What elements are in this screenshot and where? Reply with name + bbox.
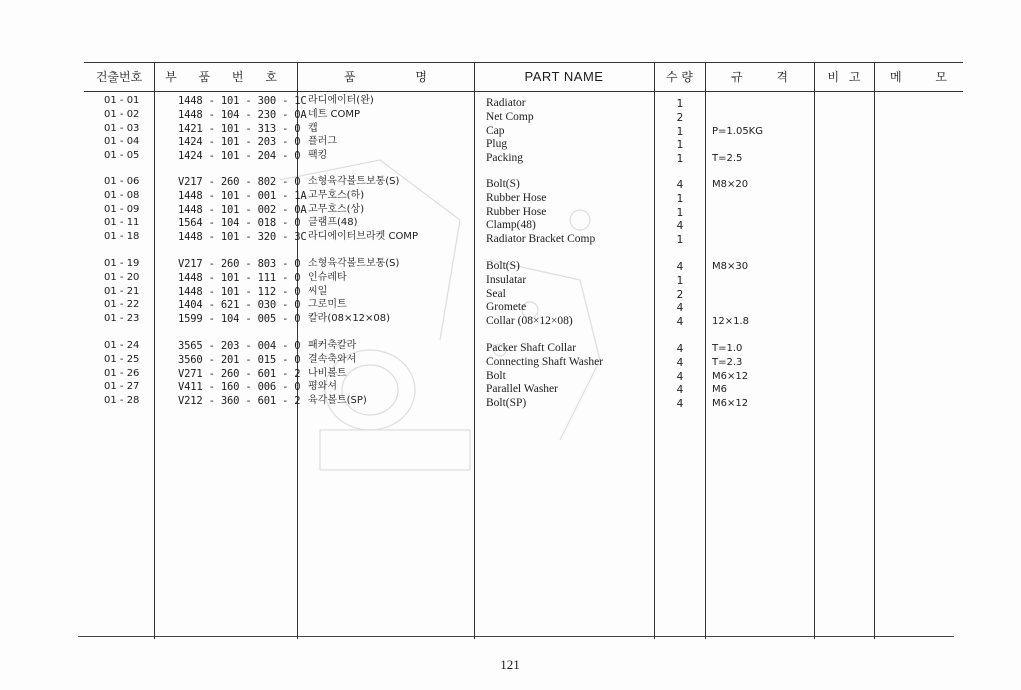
item-code: 01 - 05 [104, 150, 140, 162]
item-code: 01 - 25 [104, 353, 140, 365]
english-part-name: Bolt [486, 369, 506, 382]
table-row [84, 367, 963, 381]
page-number: 121 [500, 657, 520, 672]
specification: 12×1.8 [712, 316, 750, 328]
part-number: V271 - 260 - 601 - 2 [178, 367, 301, 380]
english-part-name: Cap [486, 124, 505, 137]
part-number: 1564 - 104 - 018 - 0 [178, 217, 301, 230]
korean-name: 라디에이터(완) [308, 95, 374, 106]
part-number: 1404 - 621 - 030 - 0 [178, 299, 301, 312]
part-number: 1448 - 104 - 230 - 0A [178, 108, 307, 121]
item-code: 01 - 02 [104, 108, 140, 120]
header-code: 건출번호 [95, 70, 143, 84]
item-code: 01 - 20 [104, 271, 140, 283]
english-part-name: Radiator [486, 97, 526, 109]
quantity: 4 [676, 370, 684, 383]
table-row [84, 108, 963, 122]
korean-name: 육각볼트(SP) [308, 395, 367, 407]
specification: T=2.3 [712, 356, 743, 368]
korean-name: 팩킹 [308, 150, 328, 162]
korean-name: 씨일 [308, 285, 328, 297]
footer-rule [78, 636, 954, 637]
part-number: 1421 - 101 - 313 - 0 [178, 122, 301, 135]
header-part-no: 부 품 번 호 [165, 70, 286, 84]
korean-name: 결속축와셔 [308, 353, 357, 365]
table-row [84, 230, 963, 247]
korean-name: 패커축칼라 [308, 340, 357, 351]
item-code: 01 - 04 [104, 136, 140, 148]
quantity: 4 [676, 302, 684, 315]
english-part-name: Seal [486, 287, 506, 300]
header-spec: 규 격 [731, 70, 788, 84]
table-row [84, 175, 963, 189]
quantity: 1 [676, 234, 684, 247]
korean-name: 고무호스(하) [308, 189, 365, 201]
part-number: 3560 - 201 - 015 - 0 [178, 353, 301, 366]
quantity: 1 [676, 153, 684, 166]
quantity: 4 [676, 384, 684, 397]
table-row [84, 135, 963, 152]
english-part-name: Rubber Hose [486, 191, 547, 204]
part-number: V217 - 260 - 802 - 0 [178, 176, 301, 188]
item-code: 01 - 11 [104, 217, 140, 229]
quantity: 4 [676, 398, 684, 411]
header-part-name: PART NAME [524, 69, 604, 84]
korean-name: 네트 COMP [308, 108, 361, 120]
korean-name: 라디에이터브라켓 COMP [308, 231, 418, 243]
specification: T=2.5 [712, 153, 743, 165]
english-part-name: Packing [486, 152, 524, 165]
table-row [84, 312, 963, 329]
header-memo: 메 모 [890, 70, 947, 84]
english-part-name: Collar (08×12×08) [486, 315, 573, 328]
parts-table [84, 62, 963, 639]
item-code: 01 - 06 [104, 176, 140, 187]
table-row [84, 203, 963, 217]
table-row [84, 339, 963, 353]
english-part-name: Net Comp [486, 110, 534, 123]
item-code: 01 - 18 [104, 231, 140, 243]
part-number: V217 - 260 - 803 - 0 [178, 258, 301, 270]
specification: M6×12 [712, 370, 749, 382]
quantity: 4 [676, 343, 684, 355]
part-number: 1448 - 101 - 001 - 1A [178, 189, 307, 202]
korean-name: 그로미트 [308, 299, 347, 311]
table-header [84, 63, 963, 92]
table-row [84, 394, 963, 411]
specification: P=1.05KG [712, 125, 763, 137]
item-code: 01 - 01 [104, 95, 140, 106]
table-row [84, 257, 963, 271]
part-number: 1448 - 101 - 320 - 3C [178, 231, 307, 244]
table-row [84, 298, 963, 315]
part-number: 1599 - 104 - 005 - 0 [178, 313, 301, 326]
quantity: 1 [676, 206, 684, 219]
specification: M6 [712, 384, 727, 396]
korean-name: 인슈레타 [308, 271, 347, 283]
korean-name: 소형육각볼트보통(S) [308, 258, 400, 269]
english-part-name: Packer Shaft Collar [486, 342, 577, 354]
table-row [84, 122, 963, 136]
specification: T=1.0 [712, 343, 743, 354]
part-number: 1448 - 101 - 111 - 0 [178, 271, 301, 284]
table-row [84, 271, 963, 285]
item-code: 01 - 23 [104, 313, 140, 325]
part-number: V411 - 160 - 006 - 0 [178, 381, 301, 394]
part-number: 1448 - 101 - 300 - 1C [178, 95, 307, 107]
english-part-name: Clamp(48) [486, 219, 536, 232]
table-row [84, 353, 963, 367]
english-part-name: Parallel Washer [486, 383, 558, 396]
specification: M6×12 [712, 398, 749, 410]
korean-name: 클램프(48) [308, 217, 358, 229]
table-row [84, 285, 963, 299]
korean-name: 플러그 [308, 136, 337, 148]
quantity: 1 [676, 192, 684, 205]
english-part-name: Rubber Hose [486, 205, 547, 218]
quantity: 2 [676, 111, 684, 124]
item-code: 01 - 21 [104, 285, 140, 297]
korean-name: 소형육각볼트보통(S) [308, 176, 400, 187]
quantity: 4 [676, 316, 684, 329]
item-code: 01 - 28 [104, 395, 140, 407]
item-code: 01 - 22 [104, 299, 140, 311]
part-number: 1448 - 101 - 002 - 0A [178, 203, 307, 216]
table-row [84, 380, 963, 397]
part-number: 1448 - 101 - 112 - 0 [178, 285, 301, 298]
quantity: 2 [676, 288, 684, 301]
korean-name: 칼라(08×12×08) [308, 313, 391, 325]
english-part-name: Radiator Bracket Comp [486, 233, 596, 246]
quantity: 1 [676, 125, 684, 138]
quantity: 4 [676, 179, 684, 191]
quantity: 4 [676, 356, 684, 369]
item-code: 01 - 03 [104, 122, 140, 134]
item-code: 01 - 24 [104, 340, 140, 351]
quantity: 1 [676, 98, 684, 110]
table-row [84, 94, 963, 108]
korean-name: 캡 [308, 122, 318, 134]
english-part-name: Bolt(SP) [486, 397, 527, 410]
table-row [84, 149, 963, 166]
part-number: V212 - 360 - 601 - 2 [178, 395, 301, 408]
item-code: 01 - 27 [104, 381, 140, 393]
header-qty: 수 량 [666, 70, 693, 84]
quantity: 4 [676, 261, 684, 273]
header-korean-name: 품 명 [344, 70, 427, 84]
part-number: 1424 - 101 - 204 - 0 [178, 150, 301, 163]
korean-name: 평와셔 [308, 381, 337, 393]
korean-name: 나비볼트 [308, 367, 347, 379]
table-row [84, 216, 963, 233]
part-number: 3565 - 203 - 004 - 0 [178, 340, 301, 352]
quantity: 1 [676, 139, 684, 152]
item-code: 01 - 19 [104, 258, 140, 269]
english-part-name: Plug [486, 138, 508, 151]
item-code: 01 - 26 [104, 367, 140, 379]
quantity: 4 [676, 220, 684, 233]
part-number: 1424 - 101 - 203 - 0 [178, 136, 301, 149]
table-row [84, 189, 963, 203]
specification: M8×30 [712, 261, 749, 272]
english-part-name: Bolt(S) [486, 178, 520, 190]
item-code: 01 - 09 [104, 203, 140, 215]
english-part-name: Bolt(S) [486, 260, 520, 272]
quantity: 1 [676, 274, 684, 287]
english-part-name: Insulatar [486, 273, 527, 286]
header-remark: 비 고 [827, 70, 861, 84]
english-part-name: Connecting Shaft Washer [486, 355, 604, 368]
english-part-name: Gromete [486, 301, 527, 314]
specification: M8×20 [712, 179, 749, 190]
korean-name: 고무호스(상) [308, 203, 365, 215]
item-code: 01 - 08 [104, 189, 140, 201]
